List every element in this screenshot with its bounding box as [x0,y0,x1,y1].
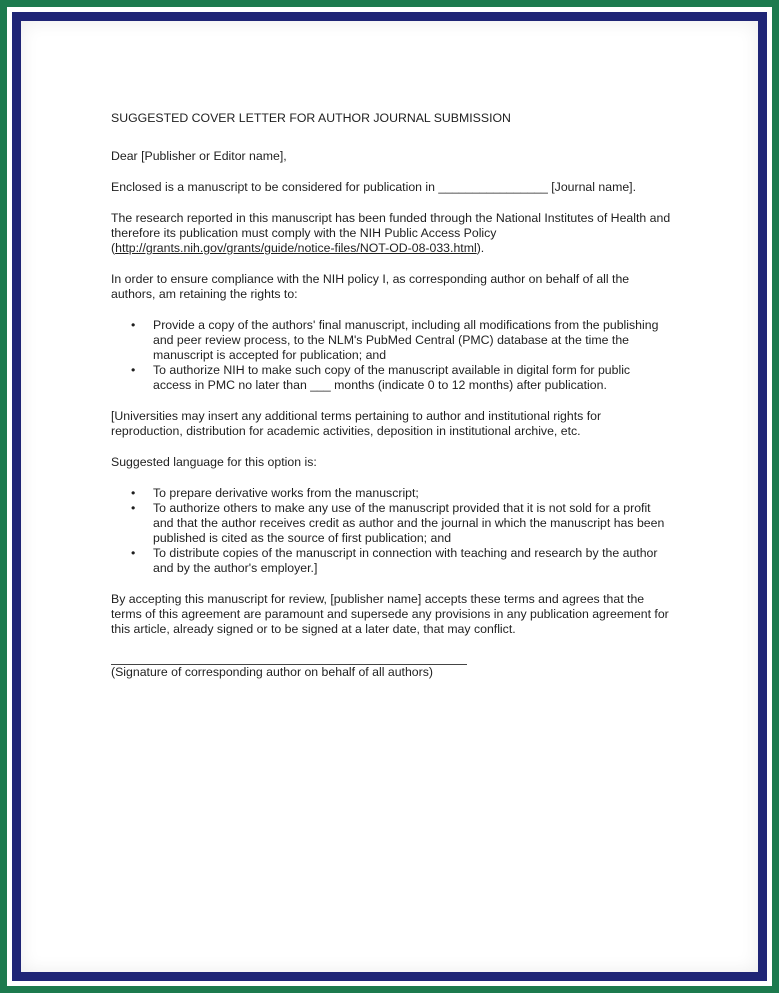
bullet-icon: • [131,486,136,500]
list-item [111,318,671,363]
paragraph-compliance: In order to ensure compliance with the NIH policy I, as corresponding author on behalf of all the authors, am retaining the rights to: [111,272,630,301]
rights-list [111,318,671,393]
list-item-text: To authorize NIH to make such copy of the manuscript available in digital form for public access in PMC no later than ___ months (indicate 0 to 12 months) after publication. [153,363,631,392]
signature-caption: (Signature of corresponding author on behalf of all authors) [111,665,433,679]
bullet-icon: • [131,318,136,332]
list-item [111,546,671,576]
list-item [111,501,671,546]
list-item-text: To prepare derivative works from the manuscript; [153,486,419,500]
list-item-text: To authorize others to make any use of the manuscript provided that it is not sold for a profit and that the author receives credit as author and the journal in which the manuscript has been published is cited as the source of first publication; and [153,501,665,545]
funding-text-end: ). [476,241,485,255]
paragraph-universities: [Universities may insert any additional terms pertaining to author and institutional rights for reproduction, distribution for academic activities, deposition in institutional archive, etc. [111,409,602,438]
paragraph-acceptance: By accepting this manuscript for review, [publisher name] accepts these terms and agrees that the terms of this agreement are paramount and supersede any provisions in any publication agreement for this article, already signed or to be signed at a later date, that may conflict. [111,592,669,636]
list-item-text: To distribute copies of the manuscript in connection with teaching and research by the author and by the author's employer.] [153,546,658,575]
bullet-icon: • [131,363,136,377]
bullet-icon: • [131,546,136,560]
letter-title: SUGGESTED COVER LETTER FOR AUTHOR JOURNAL SUBMISSION [111,111,511,125]
policy-link[interactable]: http://grants.nih.gov/grants/guide/notice-files/NOT-OD-08-033.html [115,241,477,255]
funding-text: The research reported in this manuscript has been funded through the National Institutes of Health and therefore its publication must comply with the NIH Public Access Policy ( [111,211,671,255]
salutation: Dear [Publisher or Editor name], [111,149,287,163]
options-list [111,486,671,576]
signature-line [111,653,467,665]
list-item-text: Provide a copy of the authors' final manuscript, including all modifications from the publishing and peer review process, to the NLM's PubMed Central (PMC) database at the time the manuscript is accepted for publication; and [153,318,659,362]
list-item [111,486,671,501]
bullet-icon: • [131,501,136,515]
paragraph-enclosed: Enclosed is a manuscript to be considered for publication in ________________ [Journal name]. [111,180,637,194]
cover-letter [111,111,671,680]
list-item [111,363,671,393]
paragraph-suggested: Suggested language for this option is: [111,455,317,469]
paragraph-funding [111,211,671,256]
